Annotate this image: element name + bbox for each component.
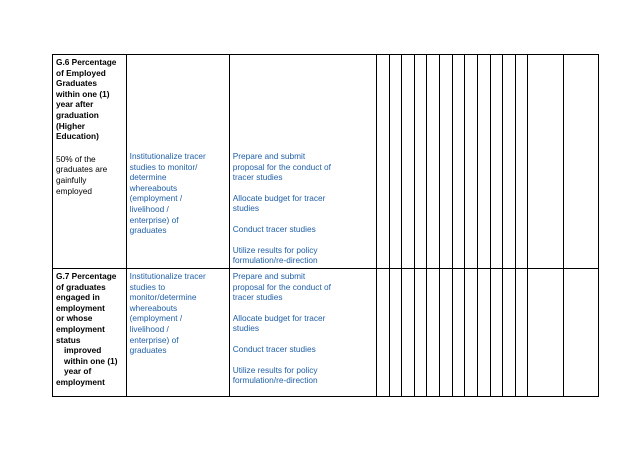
indicator-cell (53, 269, 127, 397)
empty-cell (389, 55, 402, 269)
indicator-line: G.6 Percentage (56, 57, 117, 67)
empty-cell (490, 55, 503, 269)
activities-cell (229, 55, 376, 269)
strategy-line: graduates (129, 225, 167, 236)
indicator-line: (Higher (56, 120, 86, 131)
activity-line: Allocate budget for tracer (232, 312, 326, 323)
indicator-line: year after (56, 99, 94, 110)
strategy-line: graduates (129, 345, 167, 356)
strategy-line: enterprise) of (129, 334, 179, 345)
empty-cell (564, 55, 599, 269)
empty-cell (528, 269, 564, 397)
strategy-cell (126, 55, 229, 269)
empty-cell (465, 269, 478, 397)
indicator-line: employment (56, 323, 105, 334)
strategy-line: enterprise) of (129, 214, 179, 225)
indicator-line: graduation (56, 109, 99, 120)
indicator-line: employment (56, 376, 105, 387)
strategy-line: livelihood / (129, 323, 169, 334)
strategy-line: Institutionalize tracer (129, 151, 206, 161)
activities-text (233, 271, 373, 386)
activity-line: Allocate budget for tracer (232, 192, 326, 203)
empty-cell (389, 269, 402, 397)
activity-line: Utilize results for policy (232, 244, 318, 255)
activity-line: studies (232, 203, 260, 214)
empty-cell (465, 55, 478, 269)
indicator-line: of Employed (56, 67, 106, 78)
empty-cell (503, 269, 516, 397)
indicator-line: improved (64, 345, 102, 356)
activities-text (233, 151, 373, 266)
indicator-line: status (56, 334, 81, 345)
indicator-line: within one (1) (56, 88, 110, 99)
strategy-text (130, 271, 226, 356)
table-row (53, 55, 599, 269)
indicator-line: or whose (56, 313, 93, 324)
strategy-text (130, 151, 226, 236)
empty-cell (414, 55, 427, 269)
activity-line: formulation/re-direction (232, 375, 318, 386)
indicator-text (56, 57, 123, 142)
empty-cell (440, 269, 453, 397)
empty-cell (477, 55, 490, 269)
indicator-cell (53, 55, 127, 269)
strategy-line: (employment / (129, 313, 183, 324)
indicator-line: engaged in (56, 292, 100, 303)
empty-cell (452, 55, 465, 269)
indicator-line: within one (1) (64, 355, 118, 366)
empty-cell (503, 55, 516, 269)
empty-cell (427, 55, 440, 269)
activities-cell (229, 269, 376, 397)
activity-line: studies (232, 323, 260, 334)
empty-cell (414, 269, 427, 397)
activity-line: proposal for the conduct of (232, 281, 331, 292)
empty-cell (528, 55, 564, 269)
activity-line: proposal for the conduct of (232, 161, 331, 172)
empty-cell (515, 55, 528, 269)
indicator-text (56, 271, 123, 388)
empty-cell (477, 269, 490, 397)
indicator-line: year of (64, 366, 92, 377)
empty-cell (490, 269, 503, 397)
strategy-line: livelihood / (129, 203, 169, 214)
target-line: gainfully employed (56, 174, 92, 196)
activity-line: Prepare and submit (232, 151, 306, 161)
empty-cell (377, 55, 390, 269)
target-line: 50% of the (56, 153, 96, 164)
strategy-line: determine (129, 172, 167, 183)
empty-cell (377, 269, 390, 397)
strategy-line: Institutionalize tracer (129, 271, 206, 281)
planning-table (52, 54, 599, 397)
target-line: graduates are (56, 164, 108, 175)
strategy-line: studies to monitor/ (129, 161, 198, 172)
activity-line: Conduct tracer studies (232, 343, 316, 354)
activity-line: Utilize results for policy (232, 364, 318, 375)
empty-cell (427, 269, 440, 397)
activity-line: Conduct tracer studies (232, 223, 316, 234)
empty-cell (452, 269, 465, 397)
activity-line: tracer studies (232, 172, 283, 183)
strategy-line: whereabouts (129, 302, 178, 313)
empty-cell (515, 269, 528, 397)
indicator-line: Graduates (56, 78, 98, 89)
strategy-cell (126, 269, 229, 397)
empty-cell (402, 269, 415, 397)
strategy-line: monitor/determine (129, 292, 197, 303)
strategy-line: studies to (129, 281, 166, 292)
table-row (53, 269, 599, 397)
empty-cell (564, 269, 599, 397)
activity-line: formulation/re-direction (232, 255, 318, 266)
strategy-line: (employment / (129, 193, 183, 204)
activity-line: tracer studies (232, 292, 283, 303)
strategy-line: whereabouts (129, 182, 178, 193)
indicator-line: employment (56, 302, 105, 313)
target-text (56, 154, 123, 196)
empty-cell (440, 55, 453, 269)
indicator-line: of graduates (56, 281, 106, 292)
empty-cell (402, 55, 415, 269)
indicator-line: Education) (56, 131, 99, 142)
indicator-line: G.7 Percentage (56, 271, 117, 281)
activity-line: Prepare and submit (232, 271, 306, 281)
